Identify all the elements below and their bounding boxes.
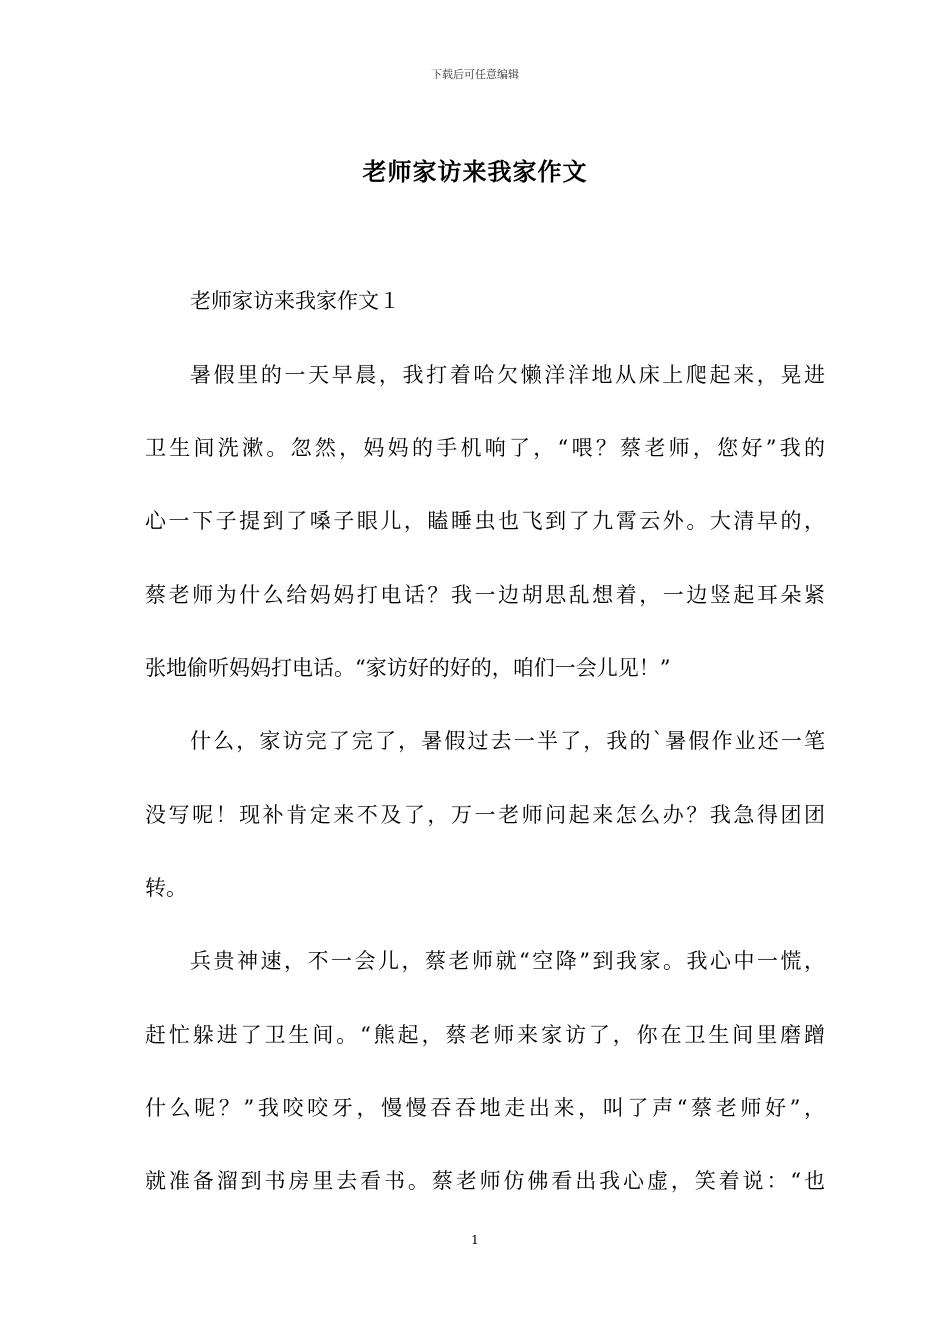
paragraph-line: 没写呢！现补肯定来不及了，万一老师问起来怎么办？我急得团团 (145, 803, 825, 827)
paragraph-line: 就准备溜到书房里去看书。蔡老师仿佛看出我心虚，笑着说：“也 (145, 1169, 825, 1193)
page-number: 1 (471, 1233, 479, 1247)
paragraph-line: 什么，家访完了完了，暑假过去一半了，我的`暑假作业还一笔 (190, 729, 825, 753)
paragraph-line: 张地偷听妈妈打电话。“家访好的好的，咱们一会儿见！” (145, 656, 671, 680)
paragraph-line: 卫生间洗漱。忽然，妈妈的手机响了，“喂？蔡老师，您好”我的 (145, 436, 825, 460)
paragraph-line: 什么呢？”我咬咬牙，慢慢吞吞地走出来，叫了声“蔡老师好”， (145, 1096, 825, 1120)
paragraph-line: 赶忙躲进了卫生间。“熊起，蔡老师来家访了，你在卫生间里磨蹭 (145, 1023, 825, 1047)
document-title: 老师家访来我家作文 (362, 157, 588, 186)
paragraph-line: 蔡老师为什么给妈妈打电话？我一边胡思乱想着，一边竖起耳朵紧 (145, 583, 825, 607)
paragraph-line: 暑假里的一天早晨，我打着哈欠懒洋洋地从床上爬起来，晃进 (190, 363, 825, 387)
paragraph-line: 兵贵神速，不一会儿，蔡老师就“空降”到我家。我心中一慌， (190, 949, 825, 973)
header-note: 下载后可任意编辑 (431, 68, 519, 81)
section-subtitle: 老师家访来我家作文１ (190, 289, 400, 313)
paragraph-line: 转。 (145, 876, 187, 900)
paragraph-line: 心一下子提到了嗓子眼儿，瞌睡虫也飞到了九霄云外。大清早的， (145, 509, 825, 533)
